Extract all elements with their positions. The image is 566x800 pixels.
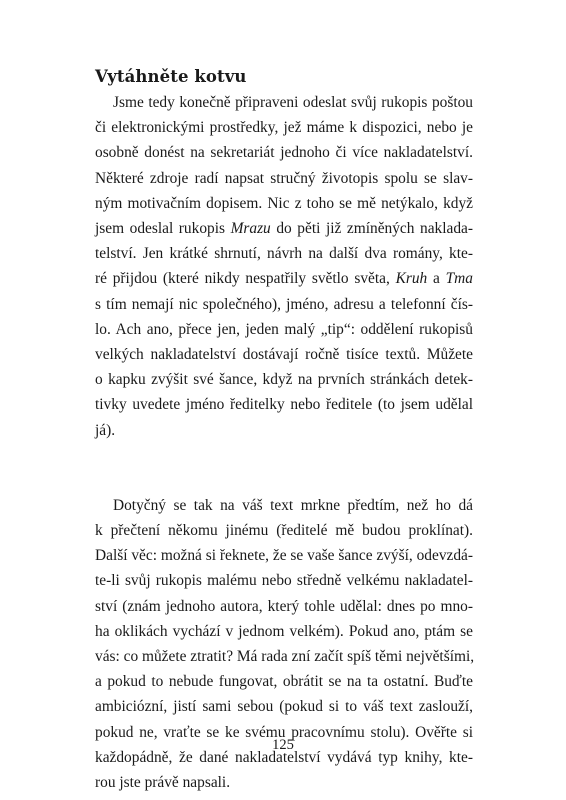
- text-line: rou jste právě napsali.: [95, 774, 231, 792]
- text-line: Další věc: možná si řeknete, že se vaše šance zvýší, odevzdá-: [95, 547, 473, 565]
- text-line: ré přijdou (které nikdy nespatřily světlo světa, Kruh a Tma: [95, 270, 473, 288]
- paragraph-1: [95, 90, 473, 443]
- text-line: o kapku zvýšit své šance, když na prvních stránkách detek-: [95, 371, 473, 389]
- text-line: a pokud to nebude fungovat, obrátit se na ta ostatní. Buďte: [95, 673, 473, 691]
- text-line: vás: co můžete ztratit? Má rada zní začít spíš těmi největšími,: [95, 648, 475, 666]
- text-line: Dotyčný se tak na váš text mrkne předtím, než ho dá: [113, 496, 473, 514]
- text-line: ným motivačním dopisem. Nic z toho se mě netýkalo, když: [95, 194, 473, 212]
- text-line: či elektronickými prostředky, jež máme k dispozici, nebo je: [95, 119, 473, 137]
- book-title-tma: Tma: [445, 270, 473, 288]
- text-line: já).: [95, 421, 116, 439]
- text-line: k přečtení někomu jinému (ředitelé mě budou proklínat).: [95, 522, 473, 540]
- text-line: s tím nemají nic společného), jméno, adresu a telefonní čís-: [95, 295, 473, 313]
- book-title-kruh: Kruh: [395, 270, 428, 288]
- text-line: pokud ne, vraťte se ke svému pracovnímu stolu). Ověřte si: [95, 723, 473, 741]
- page-number: 125: [272, 737, 294, 753]
- text-line: Jsme tedy konečně připraveni odeslat svůj rukopis poštou: [113, 94, 473, 111]
- section-heading: Vytáhněte kotvu: [95, 67, 247, 86]
- page-content: [95, 64, 473, 795]
- text-line: telství. Jen krátké shrnutí, návrh na další dva romány, kte-: [95, 245, 473, 263]
- text-line: Některé zdroje radí napsat stručný životopis spolu se slav-: [95, 169, 473, 187]
- text-line: ha oklikách vychází v jednom velkém). Pokud ano, ptám se: [95, 622, 473, 640]
- text-line: každopádně, že dané nakladatelství vydává typ knihy, kte-: [95, 748, 473, 766]
- paragraph-gap: [95, 443, 473, 493]
- text-line: velkých nakladatelství dostávají ročně tisíce textů. Můžete: [95, 346, 473, 364]
- text-line: te-li svůj rukopis malému nebo středně velkému nakladatel-: [95, 572, 473, 590]
- text-line: lo. Ach ano, přece jen, jeden malý „tip“: oddělení rukopisů: [95, 320, 473, 338]
- text-line: ambiciózní, jistí sami sebou (pokud si to váš text zaslouží,: [95, 698, 473, 716]
- text-line: tivky uvedete jméno ředitelky nebo ředitele (to jsem udělal: [95, 396, 473, 414]
- text-line: osobně donést na sekretariát jednoho či více nakladatelství.: [95, 144, 473, 162]
- text-line: jsem odeslal rukopis Mrazu do pěti již zmíněných naklada-: [95, 220, 473, 238]
- book-title-mrazu: Mrazu: [230, 220, 271, 238]
- text-line: ství (znám jednoho autora, který tohle udělal: dnes po mno-: [95, 597, 473, 615]
